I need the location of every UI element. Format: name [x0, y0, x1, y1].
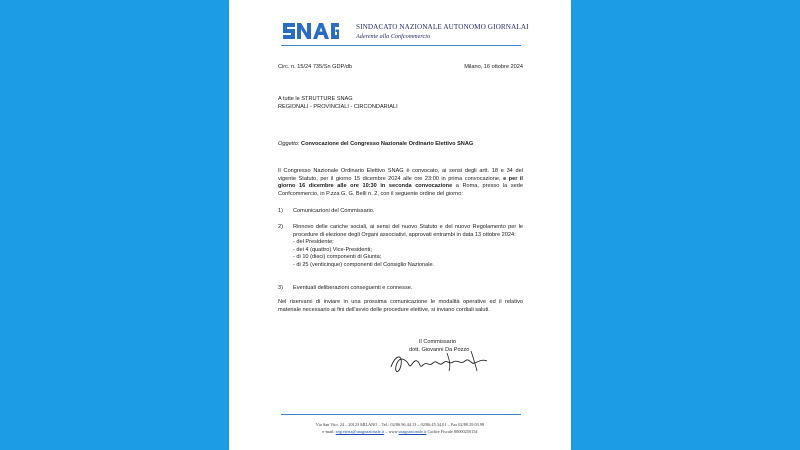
- paragraph-bold-text: e per il giorno 16 dicembre alle ore 10:30 in seconda convocazione: [278, 175, 523, 190]
- agenda-body: [293, 224, 523, 270]
- agenda-number: 1): [278, 208, 283, 214]
- footer-text: e-mail:: [322, 429, 335, 434]
- paragraph-text: a Roma, presso la sede Confcommercio, in P.zza G. G. Belli n. 2, con il seguente ordine del giorno:: [278, 183, 523, 197]
- agenda-subitem: - di 25 (venticinque) componenti del Consiglio Nazionale.: [293, 261, 435, 268]
- footer-contacts: [229, 429, 571, 434]
- paragraph-text: Il Congresso Nazionale Ordinario Elettivo SNAG è convocato, ai sensi degli artt. 18 e 34 del vigente Statuto, per il giorno 15 dicembre 2024 alle ore 23:00 in prima convocazione,: [278, 168, 523, 182]
- letter-page: [229, 0, 571, 450]
- convocation-paragraph: [278, 168, 523, 198]
- signer-name: dott. Giovanni Da Pozzo: [409, 347, 470, 353]
- header-divider: [281, 45, 521, 46]
- subject-line: [278, 141, 473, 149]
- footer-address: Via San Vito, 24 – 20123 MILANO – Tel.: 02/86.96.44.13 – 02/86.45.34.01 – Fax 02/80.29.03.98: [315, 422, 485, 427]
- agenda-text: Comunicazioni del Commissario.: [293, 208, 375, 214]
- website-link[interactable]: snagnazionale.it: [398, 429, 427, 434]
- subject-text: Convocazione del Congresso Nazionale Ordinario Elettivo SNAG: [301, 141, 474, 147]
- agenda-subitem: - dei 4 (quattro) Vice-Presidenti;: [293, 246, 372, 253]
- letter-date: Milano, 16 ottobre 2024: [464, 64, 523, 70]
- footer-divider: [281, 414, 521, 415]
- org-subtitle: Aderente alla Confcommercio: [356, 33, 431, 40]
- footer-text: – www.: [385, 429, 399, 434]
- agenda-subitem: - del Presidente;: [293, 239, 334, 246]
- recipient-block: [278, 96, 398, 111]
- subject-label: Oggetto:: [278, 141, 300, 147]
- handwritten-signature: [387, 345, 497, 379]
- email-link[interactable]: segreteria@snagnazionale.it: [335, 429, 385, 434]
- agenda-text: Eventuali deliberazioni conseguenti e connesse.: [293, 285, 413, 291]
- signer-title: Il Commissario: [419, 339, 456, 345]
- org-name: SINDACATO NAZIONALE AUTONOMO GIORNALAI: [356, 23, 529, 31]
- agenda-number: 3): [278, 285, 283, 291]
- closing-paragraph: Nel riservarsi di inviare in una prossima comunicazione le modalità operative ed il relativo materiale necessario ai fini dell'avvio delle procedure elettive, si inviano cordiali saluti.: [278, 299, 523, 313]
- agenda-subitem: - di 10 (dieci) componenti di Giunta;: [293, 254, 382, 261]
- agenda-text: Rinnovo delle cariche sociali, ai sensi del nuovo Statuto e del nuovo Regolamento per le procedure di elezione degli Organi associativi, approvati entrambi in data 13 ottobre 2024:: [293, 224, 523, 238]
- recipient-line: A tutte le STRUTTURE SNAG: [278, 96, 353, 102]
- agenda-number: 2): [278, 224, 283, 230]
- snag-logo: [281, 19, 341, 43]
- recipient-line: REGIONALI - PROVINCIALI - CIRCONDARIALI: [278, 103, 398, 110]
- circular-reference: Circ. n. 15/24 735/Sn GDP/db: [278, 64, 353, 70]
- footer-text: Codice Fiscale 80000250154: [427, 429, 478, 434]
